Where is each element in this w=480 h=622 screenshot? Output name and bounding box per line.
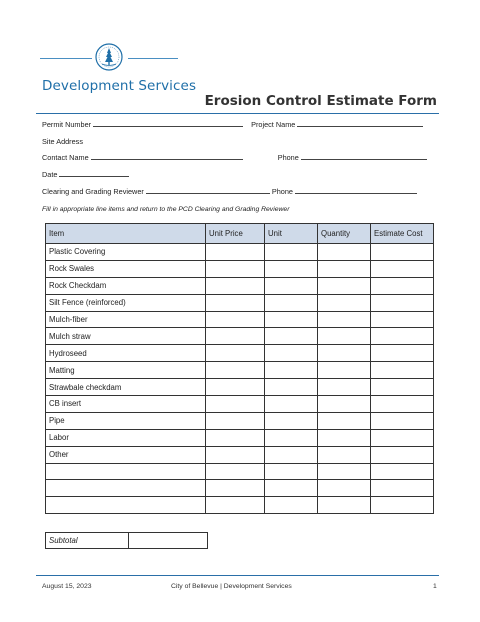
- unit-price-cell[interactable]: [206, 362, 265, 379]
- quantity-cell[interactable]: [318, 328, 371, 345]
- subtotal-label: Subtotal: [46, 533, 129, 549]
- page-title: Erosion Control Estimate Form: [204, 93, 437, 109]
- subtotal-value-cell[interactable]: [129, 533, 208, 549]
- item-cell: Mulch straw: [46, 328, 206, 345]
- title-divider: [36, 113, 439, 114]
- estimate-cost-cell[interactable]: [371, 497, 434, 514]
- unit-cell[interactable]: [265, 497, 318, 514]
- estimate-cost-cell[interactable]: [371, 362, 434, 379]
- subtotal-table: [45, 532, 208, 549]
- estimate-cost-cell[interactable]: [371, 345, 434, 362]
- city-seal-icon: [94, 42, 124, 72]
- column-header-unit-price: Unit Price: [206, 224, 265, 244]
- table-row: [46, 328, 434, 345]
- estimate-cost-cell[interactable]: [371, 412, 434, 429]
- table-row: [46, 362, 434, 379]
- unit-cell[interactable]: [265, 446, 318, 463]
- unit-price-cell[interactable]: [206, 412, 265, 429]
- item-cell: Rock Swales: [46, 260, 206, 277]
- quantity-cell[interactable]: [318, 379, 371, 396]
- estimate-cost-cell[interactable]: [371, 311, 434, 328]
- unit-price-cell[interactable]: [206, 311, 265, 328]
- table-row: [46, 429, 434, 446]
- unit-price-cell[interactable]: [206, 396, 265, 413]
- table-row: [46, 260, 434, 277]
- estimate-cost-cell[interactable]: [371, 328, 434, 345]
- permit-number-label: Permit Number: [42, 120, 92, 129]
- footer-center: City of Bellevue | Development Services: [171, 583, 292, 590]
- unit-price-cell[interactable]: [206, 294, 265, 311]
- table-row: [46, 497, 434, 514]
- column-header-item: Item: [46, 224, 206, 244]
- reviewer-phone-label: Phone: [271, 187, 293, 196]
- page-number: 1: [433, 583, 437, 590]
- table-row: [46, 244, 434, 261]
- unit-price-cell[interactable]: [206, 480, 265, 497]
- quantity-cell[interactable]: [318, 429, 371, 446]
- estimate-cost-cell[interactable]: [371, 244, 434, 261]
- unit-cell[interactable]: [265, 379, 318, 396]
- unit-cell[interactable]: [265, 463, 318, 480]
- quantity-cell[interactable]: [318, 446, 371, 463]
- phone-label: Phone: [277, 153, 299, 162]
- unit-cell[interactable]: [265, 396, 318, 413]
- contact-name-label: Contact Name: [42, 153, 89, 162]
- logo: [40, 40, 197, 94]
- table-row: [46, 294, 434, 311]
- item-cell: Labor: [46, 429, 206, 446]
- estimate-cost-cell[interactable]: [371, 446, 434, 463]
- unit-price-cell[interactable]: [206, 345, 265, 362]
- date-label: Date: [42, 170, 58, 179]
- table-row: [46, 412, 434, 429]
- item-cell: Rock Checkdam: [46, 277, 206, 294]
- unit-cell[interactable]: [265, 480, 318, 497]
- reviewer-row: [42, 187, 417, 196]
- item-cell: Pipe: [46, 412, 206, 429]
- date-row: [42, 170, 129, 179]
- subtotal-row: [46, 533, 208, 549]
- unit-cell[interactable]: [265, 345, 318, 362]
- unit-price-cell[interactable]: [206, 463, 265, 480]
- table-row: [46, 277, 434, 294]
- quantity-cell[interactable]: [318, 260, 371, 277]
- project-name-label: Project Name: [251, 120, 296, 129]
- unit-cell[interactable]: [265, 244, 318, 261]
- quantity-cell[interactable]: [318, 396, 371, 413]
- quantity-cell[interactable]: [318, 497, 371, 514]
- unit-cell[interactable]: [265, 412, 318, 429]
- contact-name-field[interactable]: [91, 153, 243, 160]
- quantity-cell[interactable]: [318, 244, 371, 261]
- table-row: [46, 379, 434, 396]
- item-cell: [46, 480, 206, 497]
- item-cell: Other: [46, 446, 206, 463]
- table-row: [46, 480, 434, 497]
- column-header-quantity: Quantity: [318, 224, 371, 244]
- table-header-row: [46, 224, 434, 244]
- footer-divider: [36, 575, 439, 576]
- estimate-cost-cell[interactable]: [371, 396, 434, 413]
- table-row: [46, 446, 434, 463]
- unit-cell[interactable]: [265, 362, 318, 379]
- unit-cell[interactable]: [265, 328, 318, 345]
- estimate-table: [45, 223, 434, 514]
- estimate-cost-cell[interactable]: [371, 379, 434, 396]
- instructions-text: Fill in appropriate line items and return to the PCD Clearing and Grading Reviewer: [42, 206, 290, 213]
- unit-cell[interactable]: [265, 277, 318, 294]
- logo-rule-left: [40, 58, 92, 59]
- column-header-estimate-cost: Estimate Cost: [371, 224, 434, 244]
- unit-price-cell[interactable]: [206, 497, 265, 514]
- permit-row: [42, 120, 423, 129]
- quantity-cell[interactable]: [318, 480, 371, 497]
- unit-price-cell[interactable]: [206, 244, 265, 261]
- unit-price-cell[interactable]: [206, 446, 265, 463]
- unit-cell[interactable]: [265, 311, 318, 328]
- item-cell: Matting: [46, 362, 206, 379]
- item-cell: [46, 497, 206, 514]
- quantity-cell[interactable]: [318, 412, 371, 429]
- estimate-cost-cell[interactable]: [371, 294, 434, 311]
- unit-price-cell[interactable]: [206, 429, 265, 446]
- table-row: [46, 396, 434, 413]
- unit-price-cell[interactable]: [206, 328, 265, 345]
- column-header-unit: Unit: [265, 224, 318, 244]
- estimate-cost-cell[interactable]: [371, 463, 434, 480]
- site-address-label: Site Address: [42, 137, 83, 146]
- item-cell: Plastic Covering: [46, 244, 206, 261]
- contact-row: [42, 153, 427, 162]
- item-cell: Hydroseed: [46, 345, 206, 362]
- reviewer-field[interactable]: [146, 187, 270, 194]
- estimate-cost-cell[interactable]: [371, 429, 434, 446]
- unit-cell[interactable]: [265, 260, 318, 277]
- unit-price-cell[interactable]: [206, 379, 265, 396]
- table-row: [46, 311, 434, 328]
- project-name-field[interactable]: [297, 120, 423, 127]
- item-cell: Strawbale checkdam: [46, 379, 206, 396]
- org-name: Development Services: [42, 78, 197, 94]
- item-cell: Mulch-fiber: [46, 311, 206, 328]
- item-cell: Silt Fence (reinforced): [46, 294, 206, 311]
- estimate-cost-cell[interactable]: [371, 480, 434, 497]
- footer-date: August 15, 2023: [42, 583, 92, 590]
- logo-rule-right: [128, 58, 178, 59]
- unit-price-cell[interactable]: [206, 260, 265, 277]
- quantity-cell[interactable]: [318, 345, 371, 362]
- reviewer-label: Clearing and Grading Reviewer: [42, 187, 144, 196]
- table-row: [46, 463, 434, 480]
- estimate-cost-cell[interactable]: [371, 260, 434, 277]
- unit-cell[interactable]: [265, 294, 318, 311]
- reviewer-phone-field[interactable]: [295, 187, 417, 194]
- item-cell: CB insert: [46, 396, 206, 413]
- date-field[interactable]: [59, 170, 129, 177]
- item-cell: [46, 463, 206, 480]
- permit-number-field[interactable]: [93, 120, 243, 127]
- quantity-cell[interactable]: [318, 311, 371, 328]
- estimate-cost-cell[interactable]: [371, 277, 434, 294]
- unit-price-cell[interactable]: [206, 277, 265, 294]
- site-address-row: [42, 137, 83, 146]
- table-row: [46, 345, 434, 362]
- quantity-cell[interactable]: [318, 294, 371, 311]
- quantity-cell[interactable]: [318, 362, 371, 379]
- quantity-cell[interactable]: [318, 277, 371, 294]
- phone-field[interactable]: [301, 153, 427, 160]
- unit-cell[interactable]: [265, 429, 318, 446]
- quantity-cell[interactable]: [318, 463, 371, 480]
